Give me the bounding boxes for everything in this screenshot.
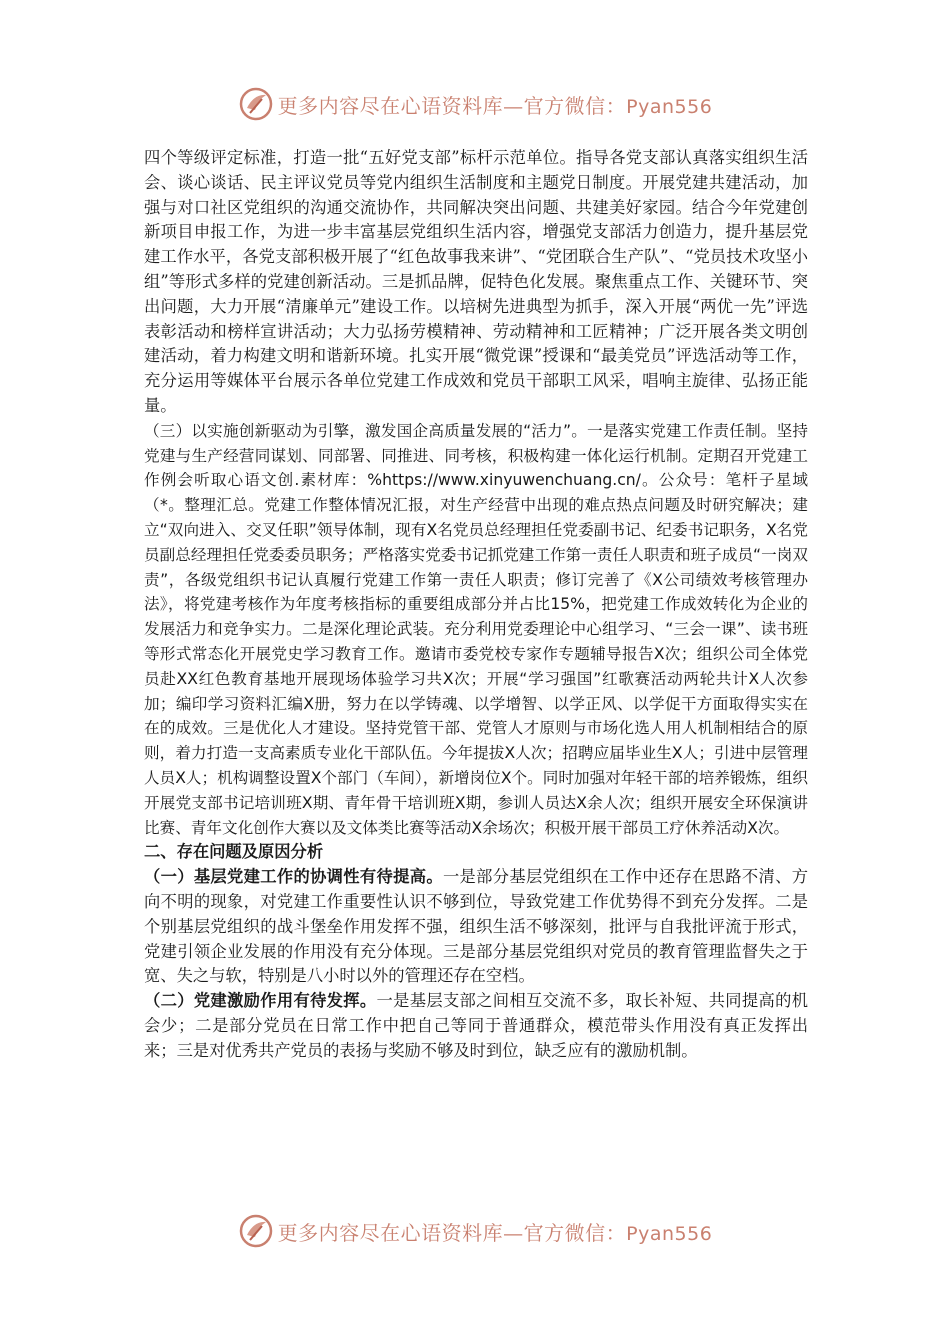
document-body <box>144 146 808 1063</box>
section-heading: 二、存在问题及原因分析 <box>144 842 324 862</box>
paragraph-3-lead: （一）基层党建工作的协调性有待提高。 <box>144 867 443 887</box>
brush-logo-icon <box>238 1213 274 1249</box>
wechat-id: Pyan556 <box>626 1222 713 1245</box>
brush-logo-icon <box>238 86 274 122</box>
footer-watermark-banner <box>0 1211 950 1251</box>
paragraph-4 <box>144 989 808 1063</box>
banner-text: 更多内容尽在心语资料库—官方微信：Pyan556 <box>277 1220 713 1245</box>
paragraph-3 <box>144 865 808 989</box>
header-watermark-banner <box>0 84 950 124</box>
paragraph-4-body: 一是基层支部之间相互交流不多，取长补短、共同提高的机会少；二是部分党员在日常工作中把自己等同于普通群众，模范带头作用没有真正发挥出来；三是对优秀共产党员的表扬与奖励不够及时到位，缺乏应有的激励机制。 <box>144 991 808 1060</box>
paragraph-3-body: 一是部分基层党组织在工作中还存在思路不清、方向不明的现象，对党建工作重要性认识不够到位，导致党建工作优势得不到充分发挥。二是个别基层党组织的战斗堡垒作用发挥不强，组织生活不够深刻，批评与自我批评流于形式，党建引领企业发展的作用没有充分体现。三是部分基层党组织对党员的教育管理监督失之于宽、失之与软，特别是八小时以外的管理还存在空档。 <box>144 867 808 986</box>
paragraph-2: （三）以实施创新驱动为引擎，激发国企高质量发展的“活力”。一是落实党建工作责任制。坚持党建与生产经营同谋划、同部署、同推进、同考核，积极构建一体化运行机制。定期召开党建工作例会听取心语文创.素材库：%https://www.xinyuwenchuang.cn/。公众号：笔杆子星域（*。整理汇总。党建工作整体情况汇报，对生产经营中出现的难点热点问题及时研究解决；建立“双向进入、交叉任职”领导体制，现有X名党员总经理担任党委副书记、纪委书记职务，X名党员副总经理担任党委委员职务；严格落实党委书记抓党建工作第一责任人职责和班子成员“一岗双责”，各级党组织书记认真履行党建工作第一责任人职责；修订完善了《X公司绩效考核管理办法》，将党建考核作为年度考核指标的重要组成部分并占比15%，把党建工作成效转化为企业的发展活力和竞争实力。二是深化理论武装。充分利用党委理论中心组学习、“三会一课”、读书班等形式常态化开展党史学习教育工作。邀请市委党校专家作专题辅导报告X次；组织公司全体党员赴XX红色教育基地开展现场体验学习共X次；开展“学习强国”红歌赛活动两轮共计X人次参加；编印学习资料汇编X册，努力在以学铸魂、以学增智、以学正风、以学促干方面取得实实在在的成效。三是优化人才建设。坚持党管干部、党管人才原则与市场化选人用人机制相结合的原则，着力打造一支高素质专业化干部队伍。今年提拔X人次；招聘应届毕业生X人；引进中层管理人员X人；机构调整设置X个部门（车间），新增岗位X个。同时加强对年轻干部的培养锻炼，组织开展党支部书记培训班X期、青年骨干培训班X期，参训人员达X余人次；组织开展安全环保演讲比赛、青年文化创作大赛以及文体类比赛等活动X余场次；积极开展干部员工疗休养活动X次。 <box>144 421 808 837</box>
banner-text: 更多内容尽在心语资料库—官方微信：Pyan556 <box>277 93 713 118</box>
wechat-id: Pyan556 <box>626 95 713 118</box>
paragraph-4-lead: （二）党建激励作用有待发挥。 <box>144 991 377 1011</box>
paragraph-1: 四个等级评定标准，打造一批“五好党支部”标杆示范单位。指导各党支部认真落实组织生活会、谈心谈话、民主评议党员等党内组织生活制度和主题党日制度。开展党建共建活动，加强与对口社区党组织的沟通交流协作，共同解决突出问题、共建美好家园。结合今年党建创新项目申报工作，为进一步丰富基层党组织生活内容，增强党支部活力创造力，提升基层党建工作水平，各党支部积极开展了“红色故事我来讲”、“党团联合生产队”、“党员技术攻坚小组”等形式多样的党建创新活动。三是抓品牌，促特色化发展。聚焦重点工作、关键环节、突出问题，大力开展“清廉单元”建设工作。以培树先进典型为抓手，深入开展“两优一先”评选表彰活动和榜样宣讲活动；大力弘扬劳模精神、劳动精神和工匠精神；广泛开展各类文明创建活动，着力构建文明和谐新环境。扎实开展“微党课”授课和“最美党员”评选活动等工作，充分运用等媒体平台展示各单位党建工作成效和党员干部职工风采，唱响主旋律、弘扬正能量。 <box>144 148 808 415</box>
